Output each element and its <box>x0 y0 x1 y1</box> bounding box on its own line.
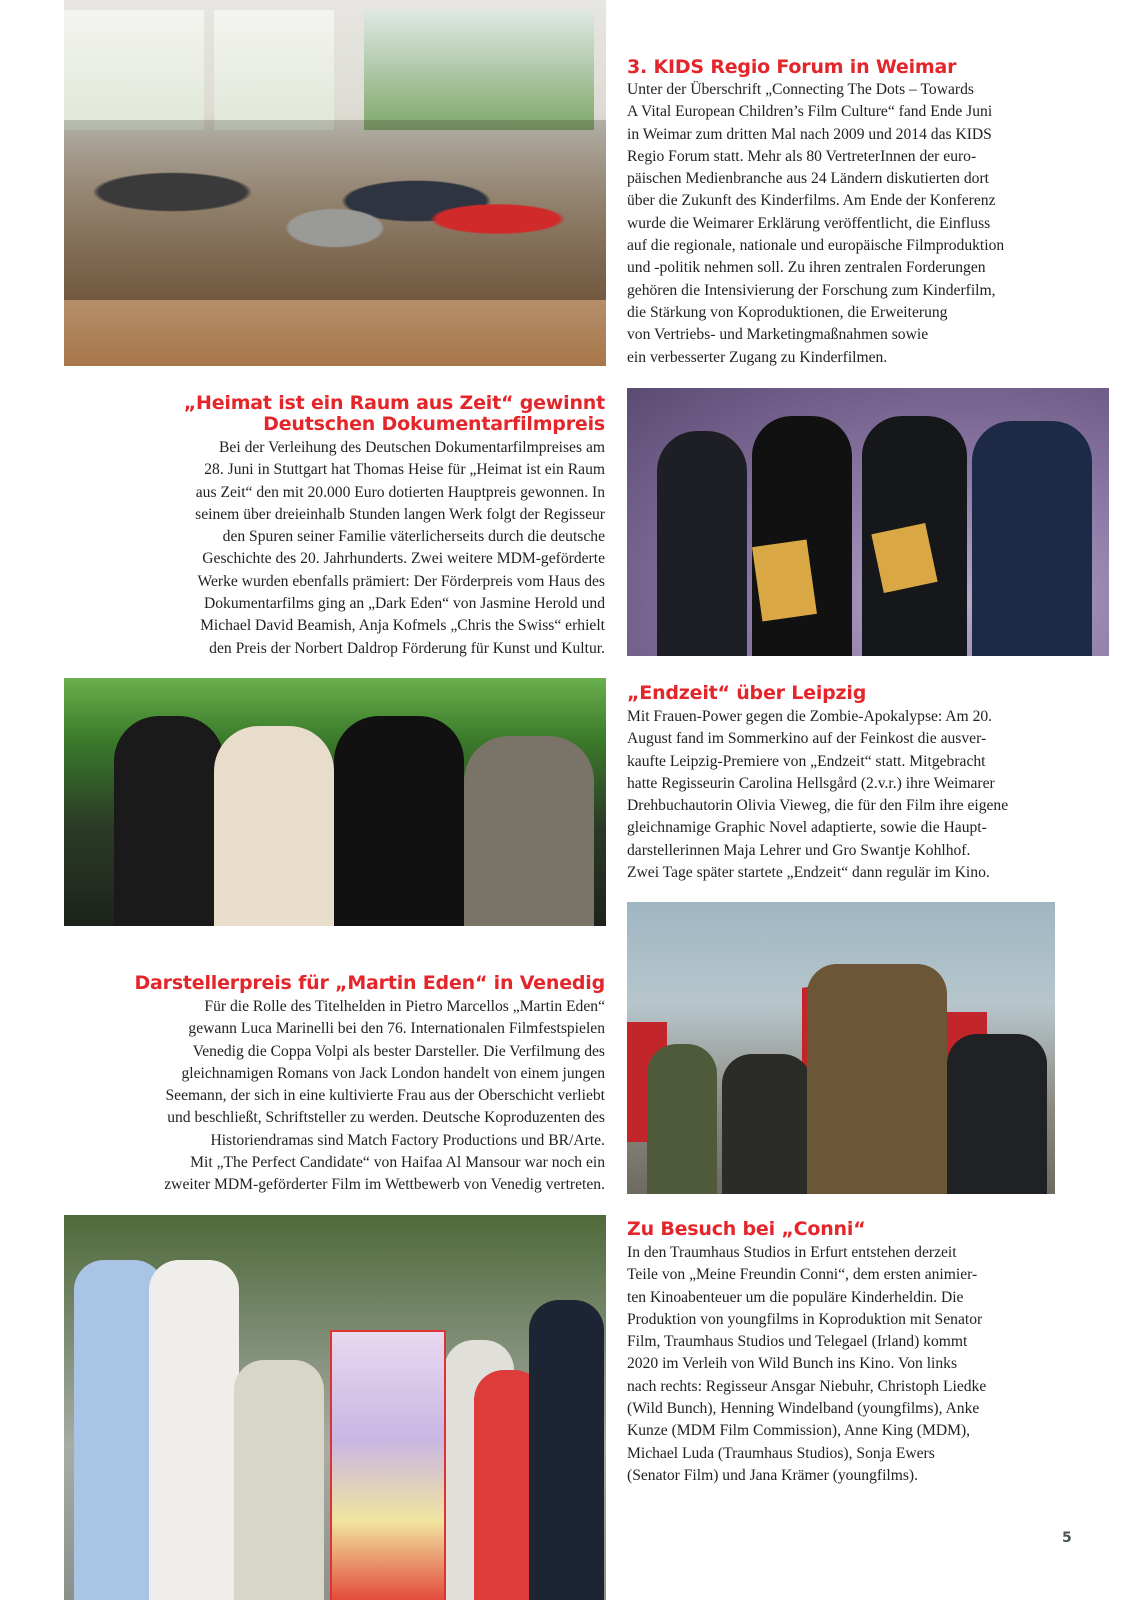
person <box>972 421 1092 656</box>
text-line: und beschließt, Schriftsteller zu werden. Deutsche Koproduzenten des <box>167 1109 605 1127</box>
article-body-endzeit <box>627 706 1008 884</box>
window-curtain <box>64 10 204 130</box>
text-line: aus Zeit“ den mit 20.000 Euro dotierten Hauptpreis gewonnen. In <box>195 483 605 501</box>
text-line: 2020 im Verleih von Wild Bunch ins Kino. Von links <box>627 1355 958 1373</box>
text-line: darstellerinnen Maja Lehrer und Gro Swantje Kohlhof. <box>627 841 971 859</box>
article-body-martin-eden <box>164 996 605 1197</box>
text-line: gewann Luca Marinelli bei den 76. Internationalen Filmfestspielen <box>188 1020 605 1038</box>
person <box>807 964 947 1194</box>
text-line: in Weimar zum dritten Mal nach 2009 und 2014 das KIDS <box>627 125 992 143</box>
dokumentarfilmpreis-photo <box>627 388 1109 656</box>
text-line: Zwei Tage später startete „Endzeit“ dann regulär im Kino. <box>627 864 990 882</box>
text-line: Unter der Überschrift „Connecting The Dots – Towards <box>627 81 974 98</box>
article-title-martin-eden: Darstellerpreis für „Martin Eden“ in Venedig <box>134 972 605 994</box>
text-line: 28. Juni in Stuttgart hat Thomas Heise für „Heimat ist ein Raum <box>204 461 605 479</box>
window-curtain <box>214 10 334 130</box>
text-line: In den Traumhaus Studios in Erfurt entstehen derzeit <box>627 1244 957 1261</box>
text-line: die Stärkung von Koproduktionen, die Erweiterung <box>627 303 948 321</box>
text-line: Seemann, der sich in eine kultivierte Frau aus der Oberschicht verliebt <box>165 1087 605 1105</box>
text-line: Dokumentarfilms ging an „Dark Eden“ von Jasmine Herold und <box>203 595 605 613</box>
seated-participants <box>64 120 606 300</box>
text-line: Drehbuchautorin Olivia Vieweg, die für den Film ihre eigene <box>627 797 1009 815</box>
kids-regio-forum-photo <box>64 0 606 366</box>
person <box>214 726 334 926</box>
person <box>722 1054 812 1194</box>
text-line: August fand im Sommerkino auf der Feinkost die ausver- <box>627 730 987 748</box>
article-body-kids-regio <box>627 79 1004 369</box>
text-line: ein verbesserter Zugang zu Kinderfilmen. <box>627 348 888 366</box>
text-line: Mit „The Perfect Candidate“ von Haifaa Al Mansour war noch ein <box>190 1154 605 1172</box>
conni-visit-photo <box>64 1215 606 1600</box>
text-line: hatte Regisseurin Carolina Hellsgård (2.v.r.) ihre Weimarer <box>627 774 995 792</box>
text-line: gleichnamigen Romans von Jack London handelt von einem jungen <box>181 1064 605 1082</box>
text-line: (Senator Film) und Jana Krämer (youngfilms). <box>627 1466 919 1484</box>
article-title-kids-regio: 3. KIDS Regio Forum in Weimar <box>627 56 957 78</box>
text-line: (Wild Bunch), Henning Windelband (youngfilms), Anke <box>627 1400 980 1418</box>
person <box>947 1034 1047 1194</box>
text-line: seinem über dreieinhalb Stunden langen Werk folgt der Regisseur <box>195 505 605 523</box>
text-line: Regio Forum statt. Mehr als 80 VertreterInnen der euro- <box>627 147 977 165</box>
person <box>647 1044 717 1194</box>
endzeit-premiere-photo <box>64 678 606 926</box>
text-line: Geschichte des 20. Jahrhunderts. Zwei weitere MDM-geförderte <box>202 550 605 568</box>
text-line: Historiendramas sind Match Factory Productions und BR/Arte. <box>210 1131 605 1149</box>
award-envelope <box>752 540 817 622</box>
text-line: gehören die Intensivierung der Forschung zum Kinderfilm, <box>627 281 996 299</box>
article-body-heimat <box>195 437 605 660</box>
text-line: Produktion von youngfilms in Koproduktion mit Senator <box>627 1310 983 1328</box>
text-line: auf die regionale, nationale und europäische Filmproduktion <box>627 237 1005 255</box>
person <box>657 431 747 656</box>
text-line: Mit Frauen-Power gegen die Zombie-Apokalypse: Am 20. <box>627 708 993 725</box>
title-line: „Heimat ist ein Raum aus Zeit“ gewinnt <box>183 392 605 414</box>
text-line: A Vital European Children’s Film Culture“ fand Ende Juni <box>627 103 993 121</box>
title-line: Deutschen Dokumentarfilmpreis <box>263 413 605 435</box>
text-line: Michael David Beamish, Anja Kofmels „Chris the Swiss“ erhielt <box>200 617 605 635</box>
text-line: kaufte Leipzig-Premiere von „Endzeit“ statt. Mitgebracht <box>627 752 986 770</box>
article-title-conni: Zu Besuch bei „Conni“ <box>627 1218 866 1240</box>
text-line: Kunze (MDM Film Commission), Anne King (MDM), <box>627 1422 971 1440</box>
article-title-endzeit: „Endzeit“ über Leipzig <box>627 682 867 704</box>
person <box>529 1300 604 1600</box>
person <box>464 736 594 926</box>
text-line: den Spuren seiner Familie väterlicherseits durch die deutsche <box>222 528 605 546</box>
text-line: Michael Luda (Traumhaus Studios), Sonja Ewers <box>627 1444 935 1462</box>
person <box>114 716 224 926</box>
person <box>234 1360 324 1600</box>
conni-poster <box>330 1330 446 1600</box>
person <box>334 716 464 926</box>
text-line: Bei der Verleihung des Deutschen Dokumentarfilmpreises am <box>219 439 605 456</box>
text-line: wurde die Weimarer Erklärung veröffentlicht, die Einfluss <box>627 214 991 232</box>
text-line: Venedig die Coppa Volpi als bester Darsteller. Die Verfilmung des <box>192 1042 605 1060</box>
text-line: Werke wurden ebenfalls prämiert: Der Förderpreis vom Haus des <box>197 572 605 590</box>
text-line: gleichnamige Graphic Novel adaptierte, sowie die Haupt- <box>627 819 987 837</box>
page-number: 5 <box>1062 1530 1072 1546</box>
text-line: Teile von „Meine Freundin Conni“, dem ersten animier- <box>627 1266 978 1284</box>
text-line: den Preis der Norbert Daldrop Förderung für Kunst und Kultur. <box>209 639 605 657</box>
article-title-heimat <box>184 393 605 435</box>
text-line: zweiter MDM-geförderter Film im Wettbewerb von Venedig vertreten. <box>164 1176 605 1194</box>
window-trees <box>364 10 594 130</box>
text-line: ten Kinoabenteuer um die populäre Kinderheldin. Die <box>627 1288 964 1306</box>
text-line: und -politik nehmen soll. Zu ihren zentralen Forderungen <box>627 259 986 277</box>
martin-eden-still-photo <box>627 902 1055 1194</box>
article-body-conni <box>627 1242 986 1487</box>
text-line: über die Zukunft des Kinderfilms. Am Ende der Konferenz <box>627 192 996 210</box>
text-line: Für die Rolle des Titelhelden in Pietro Marcellos „Martin Eden“ <box>204 998 605 1015</box>
text-line: von Vertriebs- und Marketingmaßnahmen sowie <box>627 326 929 344</box>
text-line: päischen Medienbranche aus 24 Ländern diskutierten dort <box>627 170 989 188</box>
text-line: Film, Traumhaus Studios und Telegael (Irland) kommt <box>627 1333 968 1351</box>
person <box>149 1260 239 1600</box>
text-line: nach rechts: Regisseur Ansgar Niebuhr, Christoph Liedke <box>627 1377 987 1395</box>
